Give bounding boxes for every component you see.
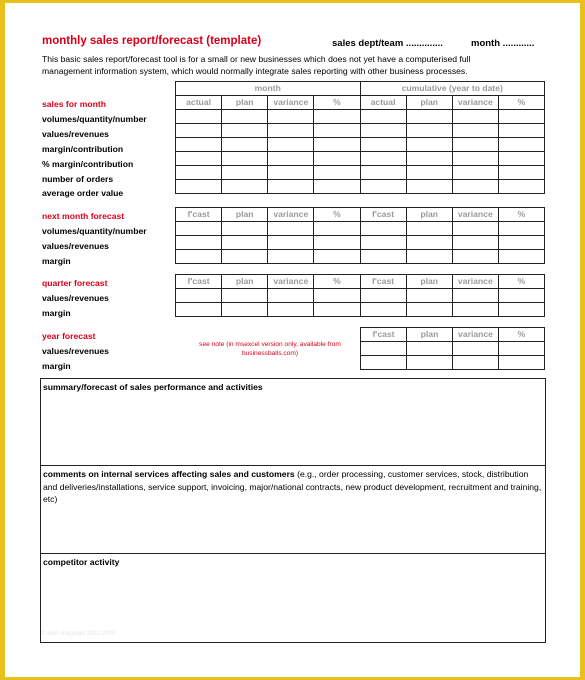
column-header: plan bbox=[407, 328, 453, 342]
row-label: % margin/contribution bbox=[42, 159, 134, 169]
table-row bbox=[176, 303, 545, 317]
column-header: variance bbox=[268, 96, 314, 110]
comments-box[interactable] bbox=[40, 465, 546, 553]
column-header: variance bbox=[452, 96, 498, 110]
row-label: average order value bbox=[42, 188, 124, 198]
column-header: actual bbox=[176, 96, 222, 110]
column-header: f'cast bbox=[360, 208, 406, 222]
row-label: values/revenues bbox=[42, 346, 109, 356]
summary-box[interactable] bbox=[40, 378, 546, 465]
column-header: variance bbox=[268, 208, 314, 222]
column-header: % bbox=[498, 208, 544, 222]
column-header: variance bbox=[452, 208, 498, 222]
column-header: plan bbox=[406, 208, 452, 222]
column-header: f'cast bbox=[361, 328, 407, 342]
table-row bbox=[176, 222, 545, 236]
year-grid bbox=[360, 327, 545, 370]
intro-text: This basic sales report/forecast tool is for a small or new businesses which does not yet have a computerised full management information system, which would normally integrate sales reporting with other business processes. bbox=[42, 54, 471, 76]
year-forecast-note: see note (in msexcel version only, available from businessballs.com) bbox=[199, 341, 341, 357]
sales-for-month-grid bbox=[175, 81, 545, 194]
column-header: variance bbox=[268, 275, 314, 289]
table-row bbox=[176, 152, 545, 166]
table-row bbox=[176, 289, 545, 303]
table-row bbox=[361, 356, 545, 370]
column-header: plan bbox=[222, 208, 268, 222]
table-row bbox=[176, 110, 545, 124]
column-header: % bbox=[498, 275, 544, 289]
column-header: variance bbox=[452, 275, 498, 289]
month-group-header: month bbox=[176, 82, 361, 96]
summary-box-title: summary/forecast of sales performance and activities bbox=[43, 382, 263, 392]
column-header: % bbox=[498, 96, 544, 110]
column-header: variance bbox=[453, 328, 499, 342]
competitor-box[interactable] bbox=[40, 553, 546, 643]
table-row bbox=[176, 236, 545, 250]
comments-box-title: comments on internal services affecting sales and customers bbox=[43, 469, 295, 479]
row-label: margin/contribution bbox=[42, 144, 124, 154]
row-label: volumes/quantity/number bbox=[42, 114, 147, 124]
next-month-grid bbox=[175, 207, 545, 264]
table-row bbox=[176, 180, 545, 194]
section-title-quarter: quarter forecast bbox=[42, 278, 108, 288]
table-row bbox=[176, 166, 545, 180]
column-header: f'cast bbox=[360, 275, 406, 289]
row-label: values/revenues bbox=[42, 293, 109, 303]
competitor-box-title: competitor activity bbox=[43, 557, 120, 567]
row-label: values/revenues bbox=[42, 241, 109, 251]
sales-dept-field: sales dept/team .............. bbox=[332, 38, 443, 49]
report-title: monthly sales report/forecast (template) bbox=[42, 35, 262, 47]
row-label: volumes/quantity/number bbox=[42, 226, 147, 236]
column-header: f'cast bbox=[176, 208, 222, 222]
comments-box-hint: (e.g., order processing, customer services, stock, distribution and deliveries/installations, service support, invoicing, major/national contracts, new product development, recruitment and training, etc) bbox=[43, 469, 542, 504]
column-header: % bbox=[314, 96, 360, 110]
row-label: margin bbox=[42, 256, 71, 266]
row-label: margin bbox=[42, 308, 71, 318]
document-page bbox=[5, 3, 580, 677]
row-label: margin bbox=[42, 361, 71, 371]
column-header: actual bbox=[360, 96, 406, 110]
column-header: f'cast bbox=[176, 275, 222, 289]
row-label: values/revenues bbox=[42, 129, 109, 139]
section-title-year: year forecast bbox=[42, 331, 96, 341]
table-row bbox=[176, 250, 545, 264]
section-title-next-month: next month forecast bbox=[42, 211, 125, 221]
column-header: % bbox=[314, 208, 360, 222]
column-header: % bbox=[499, 328, 545, 342]
copyright-footer: © alan chapman 2002-2009 bbox=[41, 631, 116, 637]
column-header: plan bbox=[222, 275, 268, 289]
column-header: plan bbox=[406, 275, 452, 289]
table-row bbox=[361, 342, 545, 356]
column-header: plan bbox=[406, 96, 452, 110]
table-row bbox=[176, 138, 545, 152]
row-label: number of orders bbox=[42, 174, 114, 184]
column-header: % bbox=[314, 275, 360, 289]
quarter-grid bbox=[175, 274, 545, 317]
column-header: plan bbox=[222, 96, 268, 110]
cumulative-group-header: cumulative (year to date) bbox=[360, 82, 545, 96]
month-field: month ............ bbox=[471, 38, 535, 49]
table-row bbox=[176, 124, 545, 138]
section-title-sales-for-month: sales for month bbox=[42, 99, 106, 109]
